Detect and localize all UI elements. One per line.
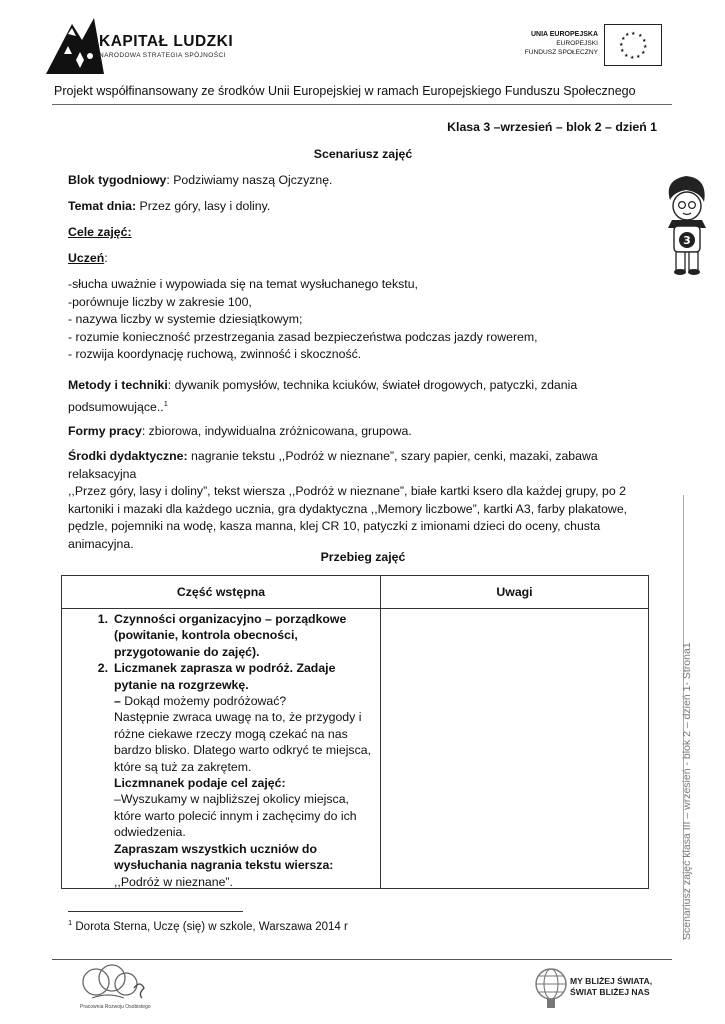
- slogan-line-2: ŚWIAT BLIŻEJ NAS: [570, 987, 650, 997]
- step-text: Liczmanek zaprasza w podróż. Zadaje pytanie na rozgrzewkę.: [114, 661, 336, 692]
- lesson-table: [61, 575, 649, 889]
- slogan-line-1: MY BLIŻEJ ŚWIATA,: [570, 976, 653, 986]
- svg-text:★: ★: [624, 53, 629, 59]
- eu-line-2: EUROPEJSKI: [556, 40, 598, 47]
- footnote-number: 1: [68, 918, 73, 927]
- uczen-colon: :: [104, 251, 108, 265]
- project-line: Projekt współfinansowany ze środków Unii Europejskiej w ramach Europejskiego Funduszu Społecznego: [54, 84, 636, 98]
- goals-list: [68, 276, 658, 364]
- mascot-number: 3: [683, 234, 691, 247]
- svg-text:★: ★: [631, 31, 636, 37]
- question-text: Dokąd możemy podróżować?: [124, 694, 287, 709]
- table-column-divider: [380, 576, 381, 888]
- temat-label: Temat dnia:: [68, 199, 137, 213]
- cele-label: Cele zajęć:: [68, 225, 132, 239]
- goal-item: - rozumie konieczność przestrzegania zasad bezpieczeństwa podczas jazdy rowerem,: [68, 329, 538, 344]
- svg-text:★: ★: [625, 32, 630, 38]
- footer-slogan: [570, 976, 652, 998]
- methods: [68, 377, 658, 416]
- blok-value: : Podziwiamy naszą Ojczyznę.: [166, 173, 333, 187]
- temat-value: Przez góry, lasy i doliny.: [136, 199, 271, 213]
- mascot-illustration-icon: [656, 170, 716, 278]
- metody-value: : dywanik pomysłów, technika kciuków, świateł drogowych, patyczki, zdania: [167, 378, 578, 392]
- svg-text:★: ★: [643, 44, 648, 50]
- srodki-line: ,,Przez góry, lasy i doliny”, tekst wiersza ,,Podróż w nieznane”, białe kartki ksero dla każdej grupy, po 2: [68, 484, 626, 498]
- logo-subtitle: NARODOWA STRATEGIA SPÓJNOŚCI: [99, 52, 226, 59]
- uczen-label: Uczeń: [68, 251, 105, 265]
- document-title: Scenariusz zajęć: [313, 147, 413, 161]
- logo-title: KAPITAŁ LUDZKI: [99, 33, 234, 50]
- eu-label: [480, 30, 598, 57]
- svg-text:★: ★: [621, 36, 626, 42]
- self-caption: Pracownia Rozwoju Osobistego: [80, 1004, 151, 1010]
- side-running-text: Scenariusz zajęć klasa III – wrzesień - blok 2 – dzień 1- Strona1: [681, 642, 693, 940]
- metody-value-2: podsumowujące..: [68, 399, 164, 414]
- svg-text:★: ★: [630, 55, 635, 61]
- goal-label: Liczmnanek podaje cel zajęć:: [114, 776, 286, 791]
- goal-item: - rozwija koordynację ruchową, zwinność i skoczność.: [68, 347, 362, 361]
- weekly-block: [68, 172, 658, 190]
- goal-item: -słucha uważnie i wypowiada się na temat wysłuchanego tekstu,: [68, 277, 418, 291]
- footer-divider: [52, 959, 672, 960]
- svg-text:★: ★: [641, 50, 646, 56]
- invite-rest: ,,Podróż w nieznane”.: [114, 874, 233, 889]
- globe-logo-icon: [534, 966, 568, 1010]
- question-dash: –: [114, 694, 125, 709]
- svg-text:★: ★: [642, 38, 647, 44]
- srodki-line: animacyjna.: [68, 536, 134, 551]
- goal-item: - nazywa liczby w systemie dziesiątkowym;: [68, 312, 303, 326]
- eu-flag-icon: [604, 24, 662, 66]
- table-header-part: Część wstępna: [176, 585, 266, 599]
- footnote-text: Dorota Sterna, Uczę (się) w szkole, Warszawa 2014 r: [72, 920, 348, 933]
- blok-label: Blok tygodniowy: [68, 173, 167, 187]
- step-paragraph: Następnie zwraca uwagę na to, że przygody i różne ciekawe rzeczy mogą czekać na nas bardzo blisko. Dlatego warto odkryć te miejsca, które są tuż za zakrętem.: [114, 710, 371, 774]
- step-number: 1.: [97, 612, 108, 626]
- svg-text:★: ★: [636, 54, 641, 60]
- step-number: 2.: [97, 661, 108, 676]
- footnote-divider: [68, 911, 243, 912]
- day-topic: [68, 198, 658, 216]
- eu-line-3: FUNDUSZ SPOŁECZNY: [524, 49, 598, 56]
- list-item: [84, 611, 374, 660]
- eu-line-1: UNIA EUROPEJSKA: [530, 31, 598, 38]
- svg-text:★: ★: [638, 33, 643, 39]
- goal-text: –Wyszukamy w najbliższej okolicy miejsca, które warto polecić innym i zachęcimy do ich odwiedzenia.: [114, 792, 357, 840]
- step-text: Czynności organizacyjno – porządkowe (powitanie, kontrola obecności, przygotowanie do zajęć).: [114, 612, 347, 659]
- svg-text:★: ★: [620, 48, 625, 54]
- table-header-notes: Uwagi: [496, 585, 533, 599]
- srodki-line: pędzle, pojemniki na wodę, kasza manna, klej CR 10, patyczki z imionami dzieci do oceny, chusta: [68, 519, 601, 533]
- srodki-label: Środki dydaktyczne:: [68, 449, 188, 463]
- teaching-aids: [68, 448, 658, 553]
- przebieg-heading: Przebieg zajęć: [320, 550, 406, 564]
- goal-item: -porównuje liczby w zakresie 100,: [68, 294, 252, 309]
- formy-label: Formy pracy: [68, 424, 142, 438]
- steps-list: [84, 611, 374, 890]
- footnote: [68, 918, 348, 933]
- invite-bold: Zapraszam wszystkich uczniów do wysłuchania nagrania tekstu wiersza:: [114, 841, 334, 873]
- svg-text:★: ★: [619, 42, 624, 48]
- srodki-line: nagranie tekstu ,,Podróż w nieznane”, szary papier, cenki, mazaki, zabawa relaksacyjna: [68, 449, 598, 481]
- footnote-ref[interactable]: 1: [163, 398, 168, 408]
- table-header-divider: [62, 608, 648, 609]
- header-divider: [52, 104, 672, 105]
- list-item: [84, 660, 374, 890]
- work-forms: [68, 423, 658, 441]
- class-info: Klasa 3 –wrzesień – blok 2 – dzień 1: [447, 120, 657, 134]
- srodki-line: kartoniki i mazaki dla każdego ucznia, gra dydaktyczna ,,Memory liczbowe”, kartki A3, farby plakatowe,: [68, 501, 628, 516]
- formy-value: : zbiorowa, indywidualna zróżnicowana, grupowa.: [141, 424, 412, 438]
- metody-label: Metody i techniki: [68, 378, 168, 392]
